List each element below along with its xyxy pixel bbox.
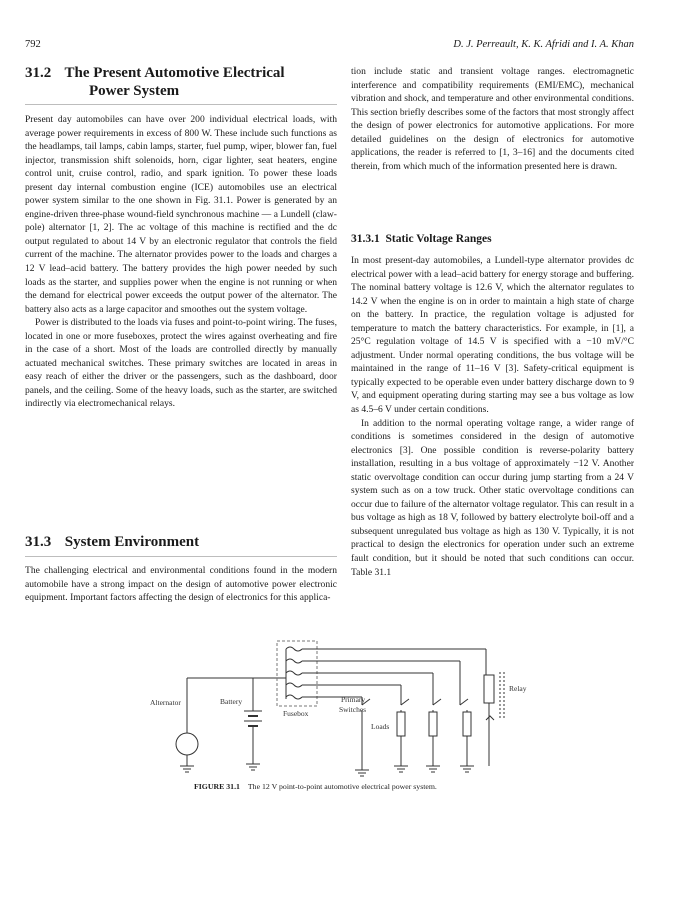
section-title-line1: The Present Automotive Electrical [64, 65, 285, 81]
paragraph: In most present-day automobiles, a Lundell-type alternator provides dc electrical power with a lead–acid battery for energy storage and buffering. The nominal battery voltage is 12.6 V, which the alternator regulates to 14.2 V when the engine is on in order to maintain a high state of charge on the battery. In practice, the regulation voltage is adjusted for temperature to match the battery characteristics. For example, in [1], a 25°C regulation voltage of 14.5 V is specified with a −10 mV/°C adjustment. Under normal operating conditions, the bus voltage will be maintained in the range of 11–16 V [3]. Safety-critical equipment is typically expected to be operable even under battery discharge down to 9 V, and equipment operating during starting may see a bus voltage as low as 4.5–6 V under certain conditions. [351, 255, 635, 416]
subsection-number: 31.3.1 [351, 233, 380, 245]
label-battery: Battery [220, 697, 243, 706]
label-relay: Relay [509, 684, 527, 693]
load-resistor [463, 712, 471, 736]
paragraph: Power is distributed to the loads via fuses and point-to-point wiring. The fuses, located in one or more fuseboxes, protect the wires against overheating and fire in the case of a short. Most of the loads are controlled directly by manually actuated mechanical switches. These primary switches are located in areas in easy reach of either the driver or the passengers, such as the dashboard, door panels, and the ceiling. Some of the heavy loads, such as the starter, are switched indirectly via electromechanical relays. [25, 317, 337, 410]
label-loads: Loads [371, 722, 390, 731]
ground-icon [246, 764, 260, 770]
relay-contact [486, 716, 494, 720]
paragraph: The challenging electrical and environmental conditions found in the modern automobile have a strong impact on the design of automotive power electronic equipment. Important factors affecting the design of electronics for this applica- [25, 565, 337, 604]
label-alternator: Alternator [150, 698, 181, 707]
page-number: 792 [25, 39, 41, 50]
label-primary: Primary [341, 695, 366, 704]
alternator-symbol [176, 733, 198, 755]
load-resistor [397, 712, 405, 736]
section-title: System Environment [64, 534, 200, 550]
switch-icons [362, 661, 468, 705]
relay-coil [484, 675, 494, 703]
section-title-line2: Power System [89, 83, 180, 99]
paragraph: Present day automobiles can have over 200 individual electrical loads, with average power requirements in excess of 800 W. These include such functions as the headlamps, tail lamps, cabin lamps, starter, fuel pump, wiper, blower fan, fuel injector, transmission shift solenoids, horn, cigar lighter, seat heaters, engine control unit, cruise control, radio, and spark ignition. To power these loads present day internal combustion engine (ICE) automobiles use an electrical power system similar to the one shown in Fig. 31.1. Power is generated by an engine-driven three-phase wound-field synchronous machine — a Lundell (claw-pole) alternator [1, 2]. The ac voltage of this machine is rectified and the dc output regulated to about 14 V by an electronic regulator that controls the field current of the machine. The alternator provides power to the loads and charges a 12 V lead–acid battery. The battery provides the high power needed by such loads as the starter, and supplies power when the engine is not running or when the demand for electrical power exceeds the output power of the alternator. The battery also acts as a large capacitor and smoothes out the system voltage. [25, 114, 337, 315]
section-number: 31.2 [25, 65, 52, 81]
ground-icon [180, 766, 194, 772]
ground-icons [355, 766, 474, 776]
load-resistor [429, 712, 437, 736]
label-fusebox: Fusebox [283, 709, 309, 718]
figure-caption [194, 782, 437, 791]
fuse-icons [286, 647, 302, 699]
paragraph: tion include static and transient voltage ranges. electromagnetic interference and compatibility requirements (EMI/EMC), mechanical vibration and shock, and temperature and other environmental conditions. This section briefly describes some of the factors that most strongly affect the design of power electronics for automotive applications. For more detailed guidelines on the design of electronics for automotive applications, the reader is referred to [1, 3–16] and the documents cited therein, from which much of the information presented here is drawn. [351, 66, 634, 172]
battery-symbol [244, 711, 262, 726]
figure-caption-label: FIGURE 31.1 [194, 782, 240, 791]
section-number: 31.3 [25, 534, 52, 550]
label-switches: Switches [339, 705, 367, 714]
subsection-title: Static Voltage Ranges [385, 233, 492, 245]
paragraph: In addition to the normal operating voltage range, a wider range of conditions is sometimes considered in the design of automotive electronics [3]. One possible condition is reverse-polarity battery installation, resulting in a bus voltage of approximately −12 V. Another static overvoltage condition can occur during jump starting from a 24 V system such as on a tow truck. Other static overvoltage conditions can occur due to failure of the alternator voltage regulator. This can result in a bus voltage as high as 18 V, followed by battery electrolyte boil-off and a subsequent unregulated bus voltage as high as 130 V. Typically, it is not practical to design the electronics for operation under such an extreme fault condition, but it should be noted that such conditions can occur. Table 31.1 [351, 417, 634, 578]
figure-caption-text: The 12 V point-to-point automotive electrical power system. [247, 782, 437, 791]
running-header-authors: D. J. Perreault, K. K. Afridi and I. A. Khan [453, 39, 634, 50]
